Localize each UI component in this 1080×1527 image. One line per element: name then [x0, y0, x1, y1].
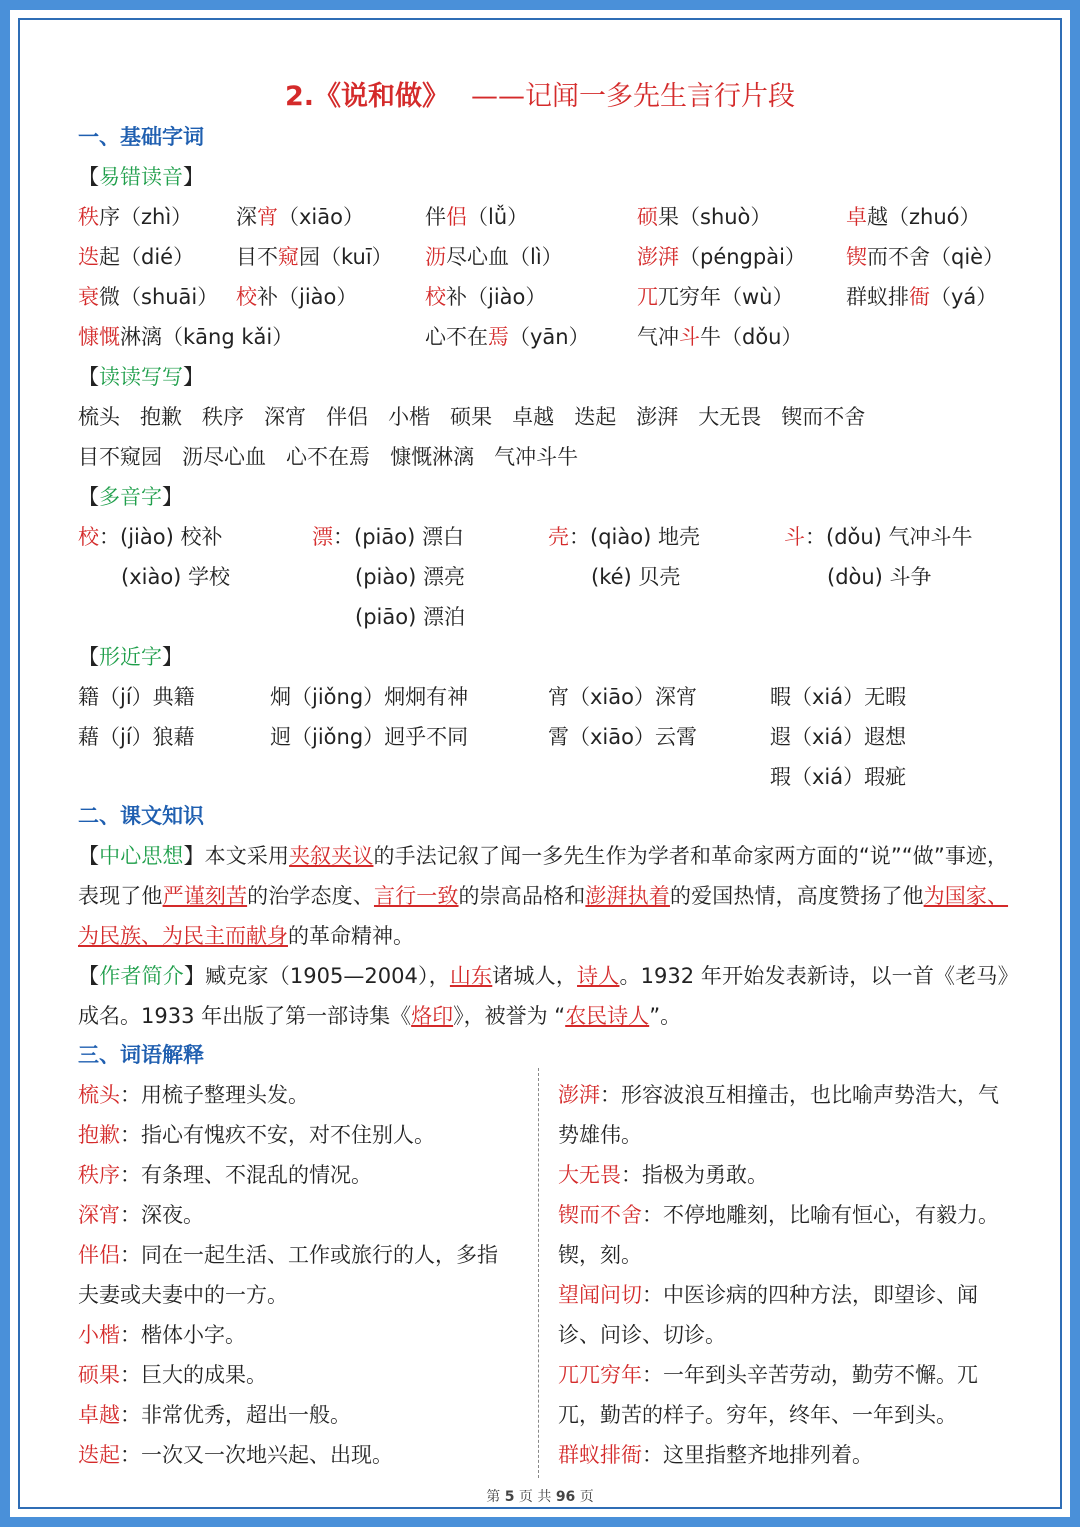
- pronunciation-item: [78, 237, 194, 277]
- polyphone-reading: (dòu) 斗争: [827, 565, 932, 589]
- tag-label: 读读写写: [99, 365, 183, 389]
- key-char: 衰: [78, 285, 99, 309]
- text: ：(piāo) 漂白: [333, 525, 464, 549]
- tag-label: 中心思想: [99, 844, 184, 868]
- text: 群蚁排: [846, 285, 909, 309]
- similar-char-item: 炯（jiǒng）炯炯有神: [270, 685, 469, 709]
- text: （yān）: [509, 325, 590, 349]
- pronunciation-item: [637, 237, 806, 277]
- similar-char-item: 遐（xiá）遐想: [770, 725, 907, 749]
- key-phrase: 为国家、为民族、为民主而献身: [78, 884, 1009, 948]
- text: 补（jiào）: [446, 285, 547, 309]
- pronunciation-item: [236, 197, 364, 237]
- tag-label: 易错读音: [99, 165, 183, 189]
- key-char: 宵: [257, 205, 278, 229]
- key-char: 焉: [488, 325, 509, 349]
- text: 的治学态度、: [247, 884, 374, 908]
- key-phrase: 诗人: [577, 964, 620, 988]
- text: 果（shuò）: [658, 205, 772, 229]
- similar-char-item: 藉（jí）狼藉: [78, 725, 195, 749]
- definition-text: ：指心有愧疚不安，对不住别人。: [120, 1123, 435, 1147]
- key-phrase: 澎湃执着: [585, 884, 670, 908]
- text: 的革命精神。: [288, 924, 414, 948]
- text: （yá）: [930, 285, 998, 309]
- key-char: 兀: [637, 285, 658, 309]
- text: 牛（dǒu）: [700, 325, 803, 349]
- key-char: 锲: [846, 245, 867, 269]
- pronunciation-item: [425, 277, 546, 317]
- text: 心不在: [425, 325, 488, 349]
- definition-entry: [78, 1315, 518, 1355]
- text: 的手法记叙了闻一多先生作为学者和革命家两方面的“说”“做”事迹，表现了他: [78, 844, 1009, 908]
- similar-char-item: 霄（xiāo）云霄: [548, 725, 697, 749]
- text: （lǚ）: [467, 205, 529, 229]
- text: 尽心血（lì）: [446, 245, 563, 269]
- definition-entry: [558, 1275, 1006, 1355]
- polyphone-char: 壳: [548, 525, 569, 549]
- text: 目不: [236, 245, 278, 269]
- text: ：(qiào) 地壳: [569, 525, 700, 549]
- footer-text: 页 共: [518, 1489, 552, 1505]
- pronunciation-item: [236, 237, 393, 277]
- definition-entry: [78, 1435, 518, 1475]
- pronunciation-item: [425, 197, 528, 237]
- section-basic-words: 一、基础字词: [78, 125, 204, 149]
- defined-word: 梳头: [78, 1083, 120, 1107]
- section-text-knowledge: 二、课文知识: [78, 804, 204, 828]
- polyphone-item: [784, 517, 973, 557]
- text: ”。: [649, 1004, 682, 1028]
- definition-entry: [78, 1155, 518, 1195]
- text: （xiāo）: [278, 205, 364, 229]
- defined-word: 群蚁排衙: [558, 1443, 642, 1467]
- text: （péngpài）: [679, 245, 806, 269]
- text: 序（zhì）: [99, 205, 193, 229]
- polyphone-item: [312, 517, 464, 557]
- definition-text: ：用梳子整理头发。: [120, 1083, 309, 1107]
- definition-entry: [78, 1115, 518, 1155]
- polyphone-reading: (piāo) 漂泊: [355, 605, 465, 629]
- similar-char-item: 暇（xiá）无暇: [770, 685, 907, 709]
- page-number: 5: [504, 1489, 515, 1505]
- similar-char-item: 瑕（xiá）瑕疵: [770, 765, 907, 789]
- text: 园（kuī）: [299, 245, 393, 269]
- pronunciation-item: [637, 277, 794, 317]
- definition-entry: [78, 1395, 518, 1435]
- key-char: 澎湃: [637, 245, 679, 269]
- pronunciation-item: [637, 197, 771, 237]
- text: 的崇高品格和: [458, 884, 586, 908]
- pronunciation-item: [846, 197, 981, 237]
- key-phrase: 山东: [449, 964, 493, 988]
- definition-entry: [78, 1235, 518, 1315]
- key-char: 硕: [637, 205, 658, 229]
- footer-text: 页: [579, 1489, 594, 1505]
- defined-word: 望闻问切: [558, 1283, 642, 1307]
- title-main: 2.《说和做》: [284, 81, 450, 112]
- definition-entry: [78, 1075, 518, 1115]
- key-char: 迭: [78, 245, 99, 269]
- pronunciation-item: [78, 277, 218, 317]
- key-phrase: 严谨刻苦: [162, 884, 248, 908]
- definition-entry: [558, 1075, 1006, 1155]
- pronunciation-item: [846, 237, 1004, 277]
- key-char: 校: [425, 285, 446, 309]
- pronunciation-item: [78, 197, 192, 237]
- read-write-line-2: 目不窥园 沥尽心血 心不在焉 慷慨淋漓 气冲斗牛: [78, 445, 579, 469]
- title-sub: ——记闻一多先生言行片段: [471, 81, 796, 112]
- author-intro: 【作者简介】臧克家（1905—2004），山东诸城人，诗人。1932 年开始发表新诗，以一首《老马》成名。1933 年出版了第一部诗集《烙印》，被誉为 “农民诗人”。: [78, 964, 1009, 1028]
- text: 而不舍（qiè）: [867, 245, 1005, 269]
- key-char: 侣: [446, 205, 467, 229]
- definition-text: ：形容波浪互相撞击，也比喻声势浩大，气势雄伟。: [558, 1083, 999, 1147]
- key-char: 窥: [278, 245, 299, 269]
- definition-text: ：非常优秀，超出一般。: [120, 1403, 351, 1427]
- text: 越（zhuó）: [867, 205, 981, 229]
- column-divider: [538, 1068, 539, 1478]
- key-char: 衙: [909, 285, 930, 309]
- page-footer: [0, 1486, 1080, 1506]
- polyphone-char: 校: [78, 525, 99, 549]
- text: 的爱国热情，高度赞扬了他: [669, 884, 924, 908]
- text: 起（dié）: [99, 245, 195, 269]
- defined-word: 澎湃: [558, 1083, 600, 1107]
- polyphone-char: 漂: [312, 525, 333, 549]
- tag-similar-chars: 【形近字】: [78, 645, 183, 669]
- pronunciation-item: [236, 277, 357, 317]
- text: 。1932 年开始发表新诗，以一首《老马》成名。1933 年出版了第一部诗集《: [78, 964, 1009, 1028]
- key-phrase: 烙印: [411, 1004, 454, 1028]
- defined-word: 伴侣: [78, 1243, 120, 1267]
- pronunciation-item: [637, 317, 803, 357]
- definition-text: ：一次又一次地兴起、出现。: [120, 1443, 393, 1467]
- text: 诸城人，: [492, 964, 578, 988]
- polyphone-reading: (xiào) 学校: [121, 565, 231, 589]
- key-char: 慷慨: [78, 325, 120, 349]
- defined-word: 迭起: [78, 1443, 120, 1467]
- definitions-left: [78, 1075, 518, 1475]
- defined-word: 硕果: [78, 1363, 120, 1387]
- defined-word: 抱歉: [78, 1123, 120, 1147]
- tag-error-pron: 【易错读音】: [78, 165, 204, 189]
- text: 伴: [425, 205, 446, 229]
- central-idea: 【中心思想】本文采用夹叙夹议的手法记叙了闻一多先生作为学者和革命家两方面的“说”“做”事迹，表现了他严谨刻苦的治学态度、言行一致的崇高品格和澎湃执着的爱国热情，高度赞扬了他为国家、为民族、为民主而献身的革命精神。: [78, 844, 1009, 948]
- tag-label: 形近字: [99, 645, 162, 669]
- key-char: 斗: [679, 325, 700, 349]
- definition-text: ：同在一起生活、工作或旅行的人，多指夫妻或夫妻中的一方。: [78, 1243, 498, 1307]
- section-word-explanations: 三、词语解释: [78, 1043, 204, 1067]
- key-char: 校: [236, 285, 257, 309]
- text: 补（jiào）: [257, 285, 358, 309]
- similar-char-item: 迥（jiǒng）迥乎不同: [270, 725, 469, 749]
- key-phrase: 农民诗人: [565, 1004, 650, 1028]
- polyphone-reading: (ké) 贝壳: [591, 565, 681, 589]
- defined-word: 小楷: [78, 1323, 120, 1347]
- definition-text: ：楷体小字。: [120, 1323, 246, 1347]
- tag-read-write: 【读读写写】: [78, 365, 204, 389]
- footer-text: 第: [486, 1489, 501, 1505]
- defined-word: 深宵: [78, 1203, 120, 1227]
- definition-text: ：中医诊病的四种方法，即望诊、闻诊、问诊、切诊。: [558, 1283, 978, 1347]
- definition-entry: [558, 1155, 1006, 1195]
- read-write-line-1: 梳头 抱歉 秩序 深宵 伴侣 小楷 硕果 卓越 迭起 澎湃 大无畏 锲而不舍: [78, 405, 866, 429]
- text: ：(dǒu) 气冲斗牛: [805, 525, 973, 549]
- tag-label: 作者简介: [99, 964, 184, 988]
- polyphone-char: 斗: [784, 525, 805, 549]
- similar-char-item: 籍（jí）典籍: [78, 685, 195, 709]
- definition-entry: [558, 1195, 1006, 1275]
- defined-word: 秩序: [78, 1163, 120, 1187]
- text: 深: [236, 205, 257, 229]
- text: 兀穷年（wù）: [658, 285, 794, 309]
- text: 本文采用: [204, 844, 290, 868]
- text: 气冲: [637, 325, 679, 349]
- key-char: 秩: [78, 205, 99, 229]
- key-phrase: 言行一致: [373, 884, 459, 908]
- definition-entry: [558, 1435, 1006, 1475]
- key-char: 卓: [846, 205, 867, 229]
- pronunciation-item: [78, 317, 293, 357]
- defined-word: 卓越: [78, 1403, 120, 1427]
- page-title: [0, 74, 1080, 113]
- definitions-right: [558, 1075, 1006, 1475]
- pronunciation-item: [425, 237, 563, 277]
- definition-entry: [558, 1355, 1006, 1435]
- defined-word: 兀兀穷年: [558, 1363, 642, 1387]
- pronunciation-item: [846, 277, 997, 317]
- tag-label: 多音字: [99, 485, 162, 509]
- definition-text: ：不停地雕刻，比喻有恒心，有毅力。锲，刻。: [558, 1203, 999, 1267]
- definition-entry: [78, 1195, 518, 1235]
- definition-text: ：一年到头辛苦劳动，勤劳不懈。兀兀，勤苦的样子。穷年，终年、一年到头。: [558, 1363, 978, 1427]
- polyphone-reading: (piào) 漂亮: [355, 565, 465, 589]
- definition-text: ：指极为勇敢。: [621, 1163, 768, 1187]
- text: ：(jiào) 校补: [99, 525, 223, 549]
- tag-polyphone: 【多音字】: [78, 485, 183, 509]
- total-pages: 96: [555, 1489, 576, 1505]
- key-char: 沥: [425, 245, 446, 269]
- text: 》，被誉为 “: [453, 1004, 566, 1028]
- similar-char-item: 宵（xiāo）深宵: [548, 685, 697, 709]
- definition-text: ：深夜。: [120, 1203, 204, 1227]
- polyphone-item: [78, 517, 222, 557]
- definition-text: ：这里指整齐地排列着。: [642, 1443, 873, 1467]
- key-phrase: 夹叙夹议: [289, 844, 374, 868]
- definition-text: ：有条理、不混乱的情况。: [120, 1163, 372, 1187]
- definition-entry: [78, 1355, 518, 1395]
- defined-word: 大无畏: [558, 1163, 621, 1187]
- definition-text: ：巨大的成果。: [120, 1363, 267, 1387]
- text: 臧克家（1905—2004），: [205, 964, 450, 988]
- pronunciation-item: [425, 317, 590, 357]
- polyphone-item: [548, 517, 700, 557]
- defined-word: 锲而不舍: [558, 1203, 642, 1227]
- text: 微（shuāi）: [99, 285, 219, 309]
- text: 淋漓（kāng kǎi）: [120, 325, 294, 349]
